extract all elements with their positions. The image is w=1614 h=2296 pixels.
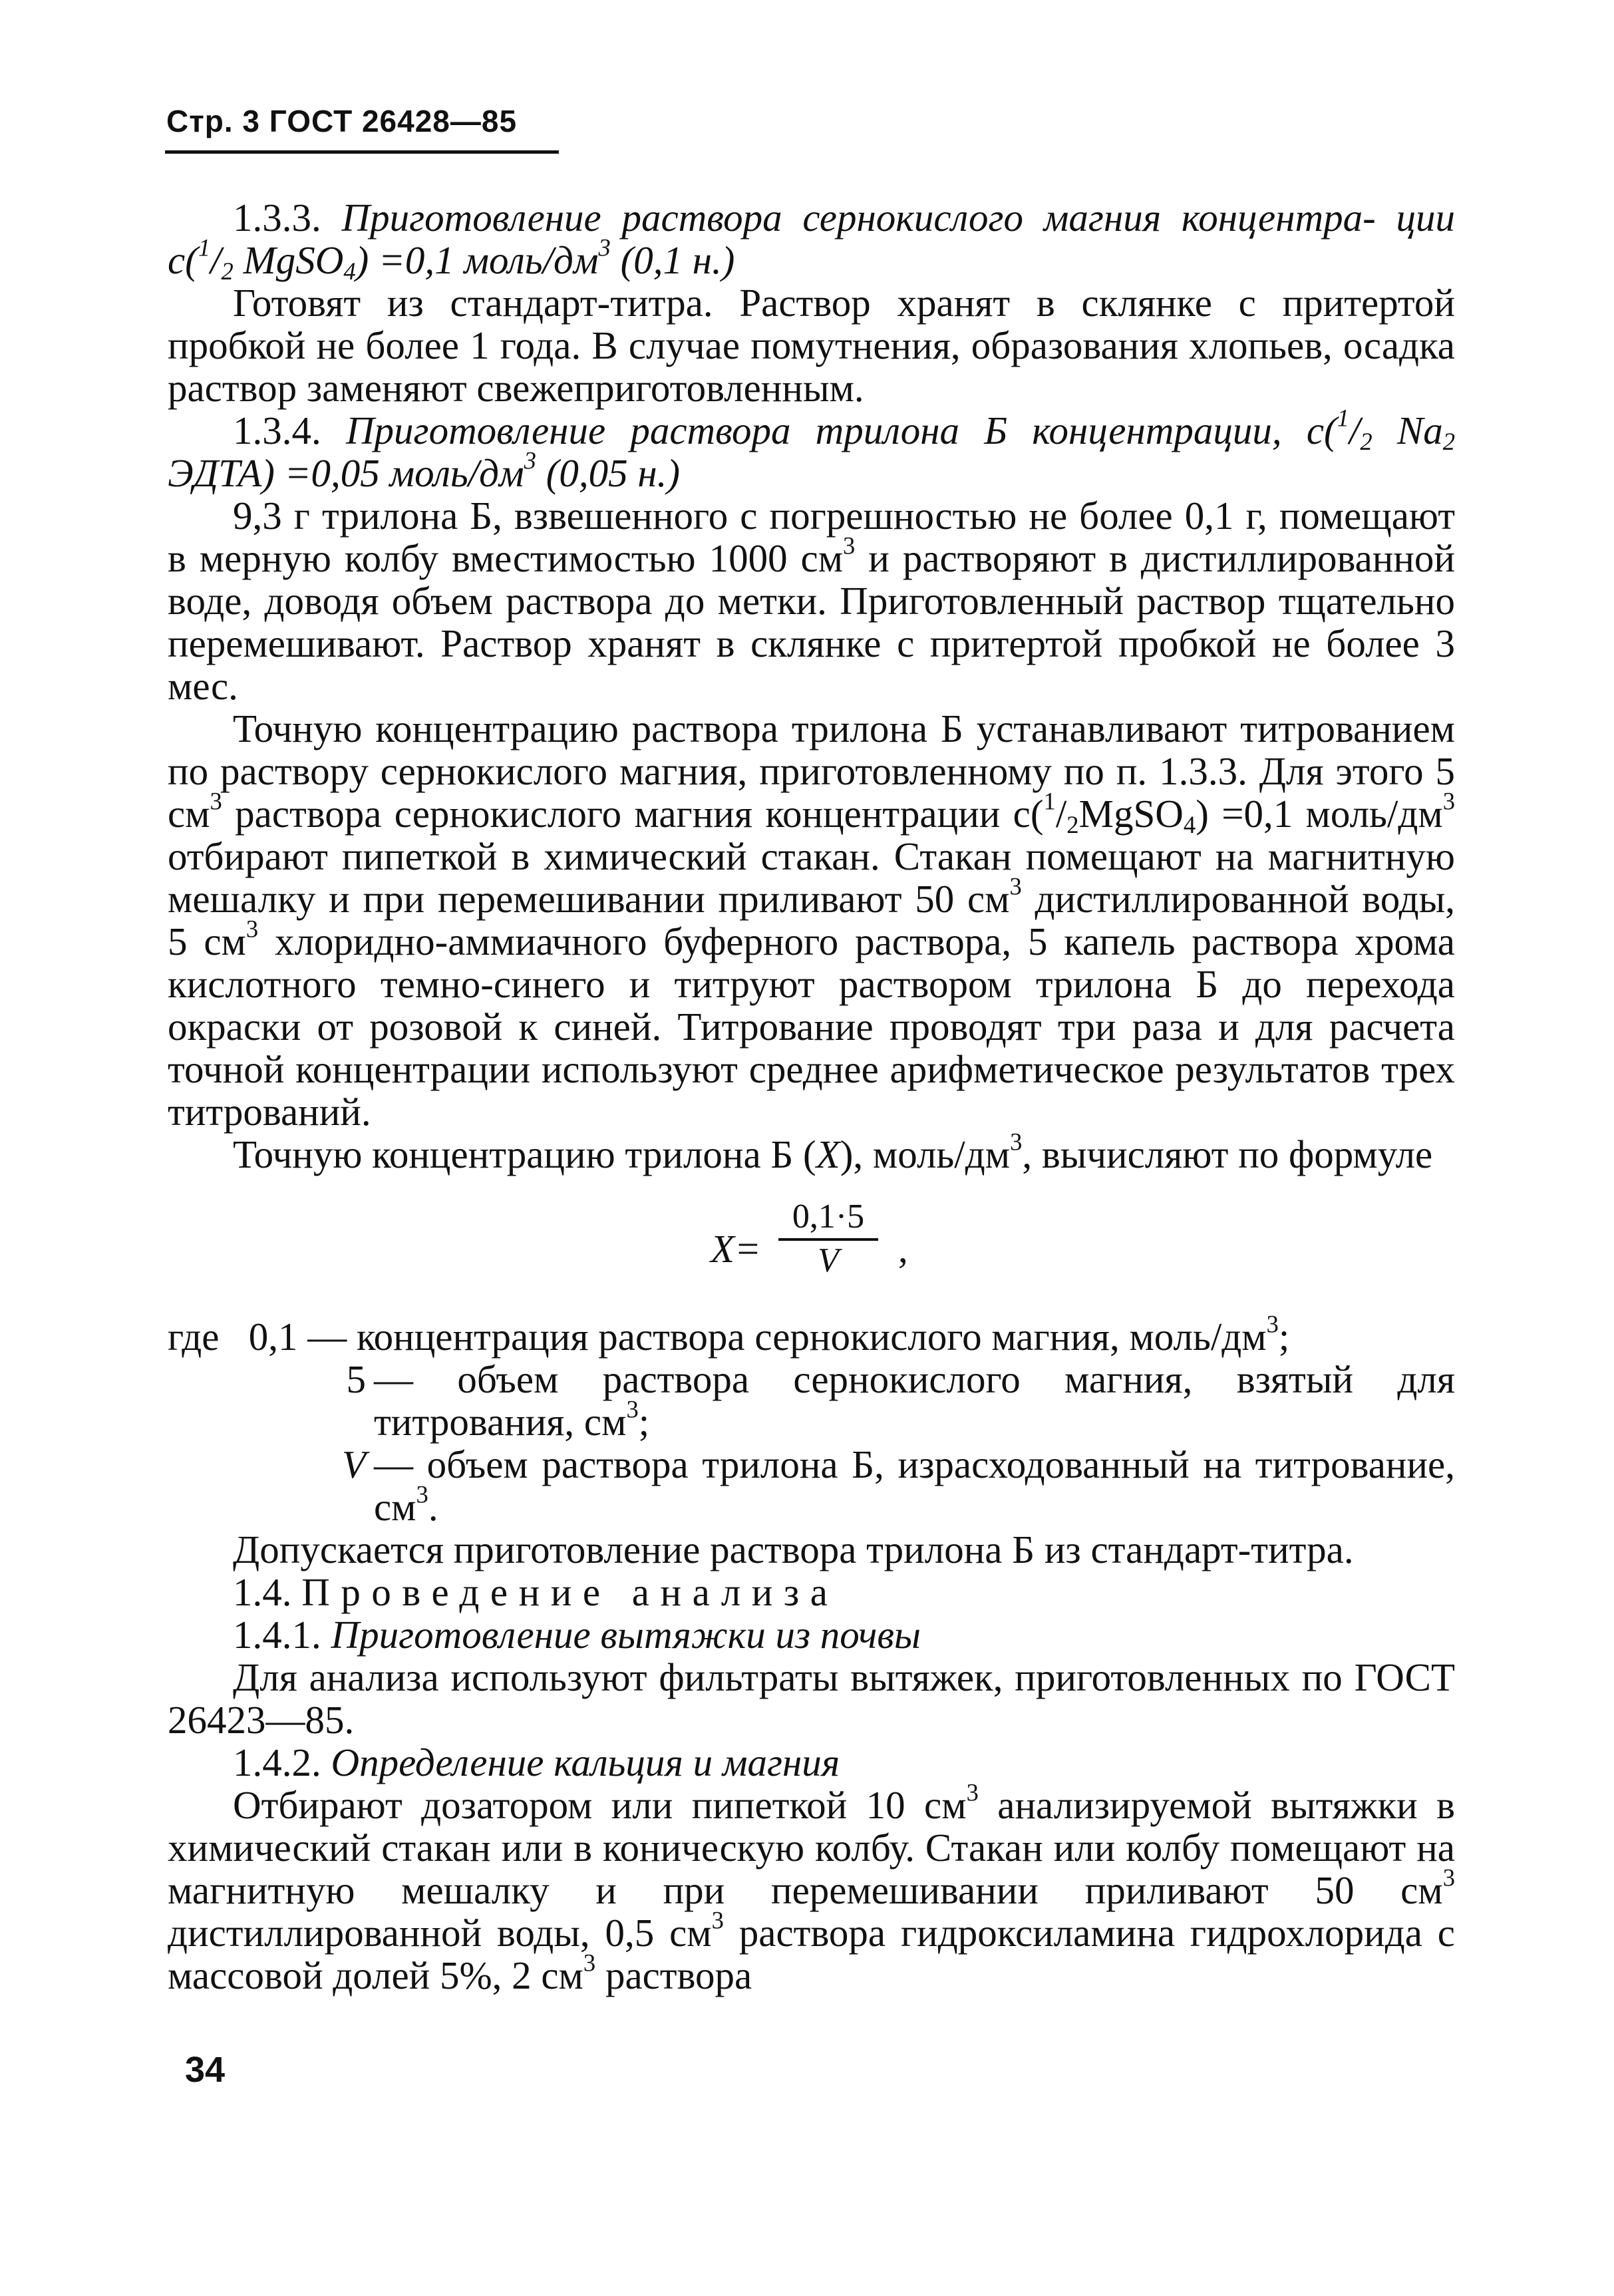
definition-symbol: 0,1	[248, 1315, 298, 1359]
page-header: Стр. 3 ГОСТ 26428—85	[166, 104, 518, 138]
section-number: 1.4.2.	[233, 1740, 321, 1784]
section-title: Приготовление раствора трилона Б концентрации, $с(^1/_2$ $Na_2$ ЭДТА) =0,05 моль/$дм^3$ (0,05 н.)	[168, 404, 1456, 495]
section-1-3-4-para-2: Точную концентрацию раствора трилона Б устанавливают титрованием по раствору сернокислого магния, приготовленному по п. 1.3.3. Для этого 5 $см^3$ раствора сернокислого магния концентрации $с(^1/_2MgSO_4) =0,1$ моль/$дм^3$ отбирают пипеткой в химический стакан. Стакан помещают на магнитную мешалку и при перемешивании приливают 50 $см^3$ дистиллированной воды, 5 $см^3$ хлоридно-аммиачного буферного раствора, 5 капель раствора хрома кислотного темно-синего и титруют раствором трилона Б до перехода окраски от розовой к синей. Титрование проводят три раза и для расчета точной концентрации используют среднее арифметическое результатов трех титрований.	[168, 707, 1455, 1134]
formula-comma: ,	[898, 1227, 908, 1271]
definition-item	[168, 1443, 1455, 1528]
section-1-4-title	[168, 1571, 1455, 1613]
where-word: где	[168, 1315, 220, 1359]
section-1-4-2-text: Отбирают дозатором или пипеткой 10 $см^3$ анализируемой вытяжки в химический стакан или в коническую колбу. Стакан или колбу помещают на магнитную мешалку и при перемешивании приливают 50 $см^3$ дистиллированной воды, 0,5 $см^3$ раствора гидроксиламина гидрохлорида с массовой долей 5%, 2 $см^3$ раствора	[168, 1778, 1455, 1997]
section-title: Проведение анализа	[301, 1570, 839, 1614]
definition-text: — концентрация раствора сернокислого магния, моль/$дм^3$;	[307, 1310, 1290, 1359]
formula	[168, 1193, 1455, 1311]
section-1-4-1-text: Для анализа используют фильтраты вытяжек, приготовленных по ГОСТ 26423—85.	[168, 1655, 1455, 1742]
allowed-note: Допускается приготовление раствора трилона Б из стандарт-титра.	[233, 1528, 1354, 1571]
section-1-3-4-para-1: 9,3 г трилона Б, взвешенного с погрешностью не более 0,1 г, помещают в мерную колбу вместимостью 1000 $см^3$ и растворяют в дистиллированной воде, доводя объем раствора до метки. Приготовленный раствор тщательно перемешивают. Раствор хранят в склянке с притертой пробкой не более 3 мес.	[168, 494, 1455, 708]
section-title: Определение кальция и магния	[331, 1740, 840, 1784]
formula-lhs: X=	[711, 1227, 761, 1271]
formula-denominator: V	[818, 1241, 839, 1279]
section-number: 1.3.4.	[233, 409, 321, 452]
section-1-3-4-para-3: Точную концентрацию трилона Б (X), моль/$дм^3$, вычисляют по формуле	[233, 1128, 1433, 1176]
definition-item	[168, 1358, 1455, 1443]
section-number: 1.4.1.	[233, 1613, 321, 1657]
section-title: Приготовление вытяжки из почвы	[331, 1613, 921, 1657]
section-1-3-4-title	[168, 404, 1456, 495]
page-number: 34	[185, 2050, 226, 2090]
section-1-4-2-title	[168, 1741, 1455, 1784]
formula-fraction	[778, 1198, 878, 1279]
section-1-3-3-title	[168, 196, 1456, 285]
definition-item	[168, 1310, 1455, 1359]
header-rule	[165, 150, 559, 154]
section-1-4-1-title	[168, 1613, 1455, 1656]
definition-symbol: 5	[346, 1357, 366, 1401]
definitions-list	[168, 1310, 1455, 1529]
formula-numerator: 0,1·5	[778, 1198, 878, 1241]
definition-symbol: V	[341, 1442, 366, 1486]
section-number: 1.3.3.	[233, 196, 321, 240]
document-body	[168, 196, 1455, 1997]
definition-text: — объем раствора трилона Б, израсходованный на титрование, $см^3$.	[374, 1442, 1455, 1529]
section-title: Приготовление раствора сернокислого магния концентра- ции $с(^1/_2$ MgSO$_4$) =0,1 моль/$дм^3$ (0,1 н.)	[168, 196, 1456, 285]
section-1-3-3-text: Готовят из стандарт-титра. Раствор хранят в склянке с притертой пробкой не более 1 года. В случае помутнения, образования хлопьев, осадка раствор заменяют свежеприготовленным.	[168, 281, 1455, 410]
section-number: 1.4.	[233, 1570, 292, 1614]
definition-text: — объем раствора сернокислого магния, взятый для титрования, $см^3$;	[374, 1357, 1455, 1444]
